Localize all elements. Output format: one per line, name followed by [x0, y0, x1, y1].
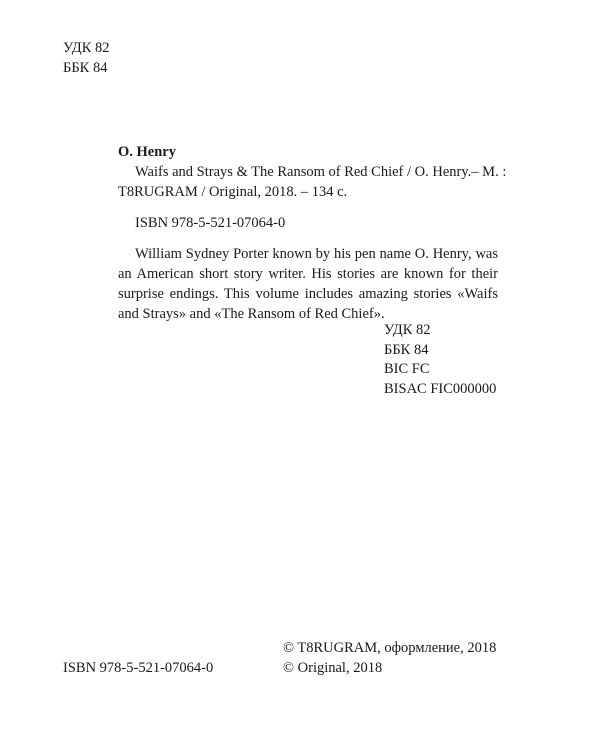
copyright-line-original: © Original, 2018 [283, 660, 383, 676]
udk-code: УДК 82 [384, 322, 431, 338]
copyright-line-publisher: © T8RUGRAM, оформление, 2018 [283, 640, 497, 656]
top-udk-code: УДК 82 [63, 40, 110, 56]
author-name: O. Henry [118, 144, 176, 160]
isbn-bottom: ISBN 978-5-521-07064-0 [63, 660, 214, 676]
copyright-block [283, 638, 496, 678]
bbk-code: ББК 84 [384, 341, 429, 358]
classification-block [384, 321, 496, 399]
top-bbk-code: ББК 84 [63, 60, 108, 76]
isbn-main: ISBN 978-5-521-07064-0 [135, 215, 286, 231]
bibliographic-description-line2: T8RUGRAM / Original, 2018. – 134 c. [118, 184, 348, 200]
abstract-paragraph: William Sydney Porter known by his pen name O. Henry, was an American short story writer. His stories are known for their surprise endings. This volume includes amazing stories «Waifs and Strays» and «The Ransom of Red Chief». [118, 246, 498, 322]
bisac-code: BISAC FIC000000 [384, 380, 497, 397]
bibliographic-description-line1: Waifs and Strays & The Ransom of Red Chief / O. Henry.– M. : [135, 164, 507, 180]
bic-code: BIC FC [384, 361, 430, 377]
